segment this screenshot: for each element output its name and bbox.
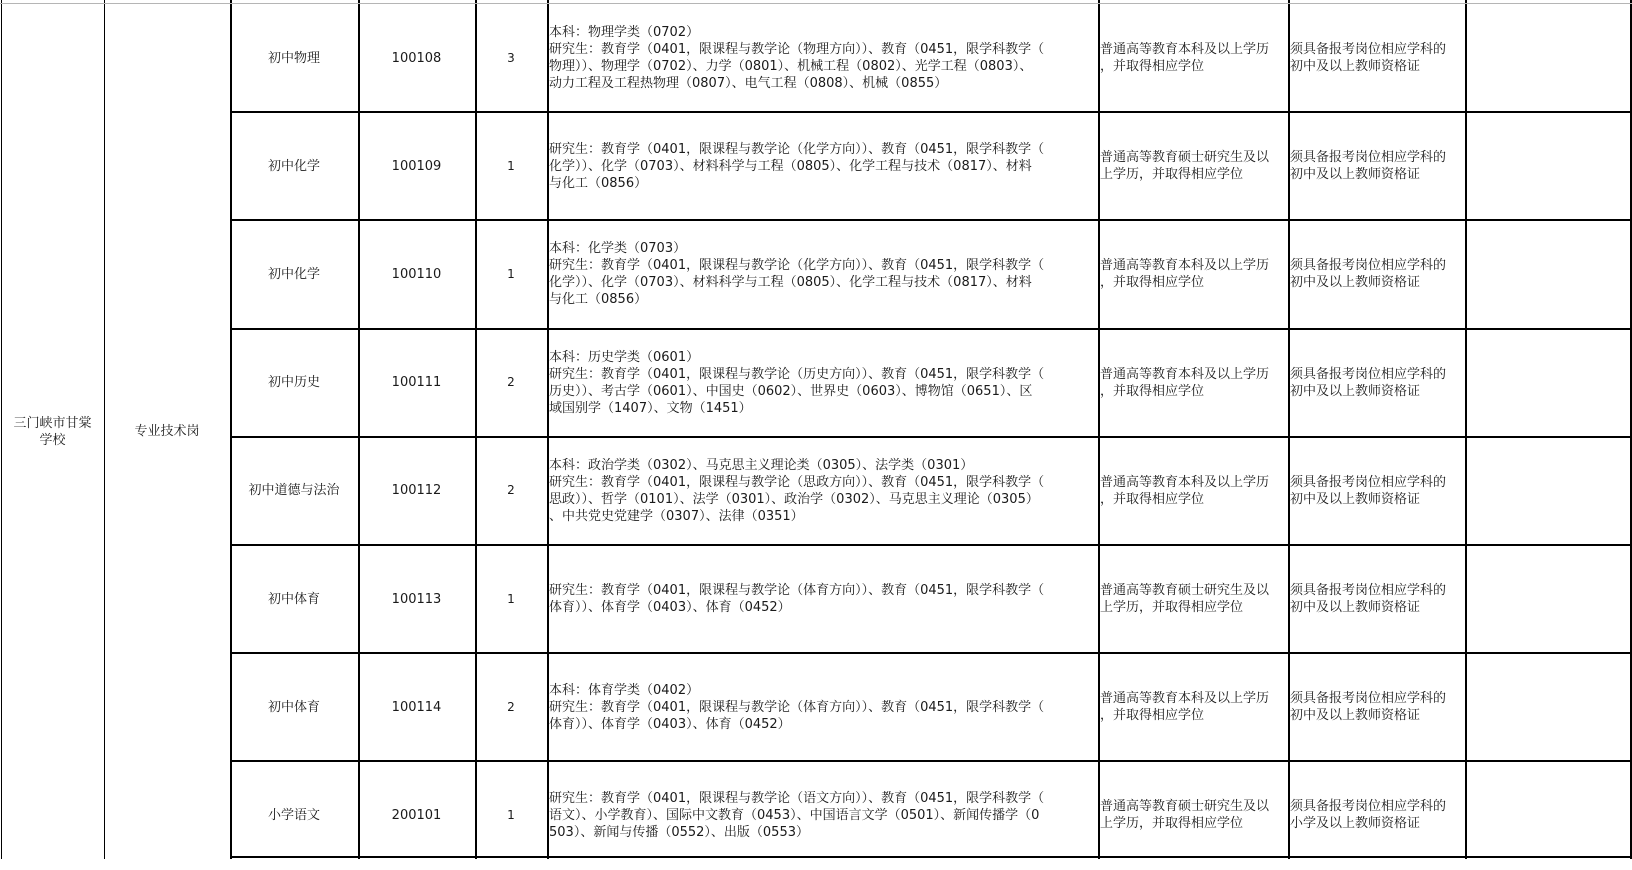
count-text: 3 [507, 50, 515, 65]
education-cell [1098, 4, 1288, 112]
major-text: 本科：政治学类（0302）、马克思主义理论类（0305）、法学类（0301） 研究生：教育学（0401，限课程与教学论（思政方向））、教育（0451，限学科教学（ 思政））、哲学（0101）、法学（0301）、政治学（0302）、马克思主义理论（0305） 、中共党史党建学（0307）、法律（0351） [549, 457, 1045, 524]
education-text: 普通高等教育硕士研究生及以 上学历，并取得相应学位 [1100, 799, 1270, 832]
education-cell [1098, 761, 1288, 869]
requirement-text: 须具备报考岗位相应学科的 初中及以上教师资格证 [1290, 474, 1447, 507]
count-cell [475, 437, 547, 545]
column-divider [230, 0, 232, 859]
major-text: 本科：历史学类（0601） 研究生：教育学（0401，限课程与教学论（历史方向））、教育（0451，限学科教学（ 历史））、考古学（0601）、中国史（0602）、世界史（0603）、博物馆（0651）、区 域国别学（1407）、文物（1451） [549, 349, 1045, 416]
subject-cell [230, 329, 358, 437]
code-text: 100114 [391, 699, 442, 715]
column-divider [1098, 0, 1100, 859]
requirement-text: 须具备报考岗位相应学科的 初中及以上教师资格证 [1290, 583, 1447, 616]
education-text: 普通高等教育本科及以上学历 ，并取得相应学位 [1100, 691, 1270, 724]
count-cell [475, 4, 547, 112]
requirement-cell [1288, 329, 1465, 437]
count-text: 2 [507, 375, 515, 390]
requirement-cell [1288, 112, 1465, 220]
code-cell [358, 761, 475, 869]
subject-text: 初中历史 [267, 375, 320, 391]
code-text: 100109 [391, 158, 442, 174]
requirement-text: 须具备报考岗位相应学科的 初中及以上教师资格证 [1290, 42, 1447, 75]
count-text: 1 [507, 591, 515, 606]
subject-text: 初中道德与法治 [248, 483, 340, 499]
column-divider [1465, 0, 1467, 859]
major-text: 本科：体育学类（0402） 研究生：教育学（0401，限课程与教学论（体育方向））、教育（0451，限学科教学（ 体育））、体育学（0403）、体育（0452） [549, 682, 1045, 732]
count-cell [475, 329, 547, 437]
major-cell [547, 4, 1098, 112]
subject-cell [230, 4, 358, 112]
code-text: 100111 [391, 375, 442, 391]
unit-cell [1, 4, 104, 859]
remark-cell [1465, 545, 1630, 653]
column-divider [104, 0, 105, 859]
count-cell [475, 653, 547, 761]
major-cell [547, 220, 1098, 328]
count-text: 1 [507, 807, 515, 822]
post-type: 专业技术岗 [134, 424, 200, 439]
code-cell [358, 4, 475, 112]
subject-text: 小学语文 [267, 807, 320, 823]
education-text: 普通高等教育本科及以上学历 ，并取得相应学位 [1100, 474, 1270, 507]
requirement-text: 须具备报考岗位相应学科的 初中及以上教师资格证 [1290, 691, 1447, 724]
subject-cell [230, 545, 358, 653]
remark-cell [1465, 329, 1630, 437]
requirement-cell [1288, 545, 1465, 653]
major-cell [547, 437, 1098, 545]
row-divider [230, 111, 1632, 113]
major-cell [547, 761, 1098, 869]
remark-cell [1465, 653, 1630, 761]
remark-cell [1465, 220, 1630, 328]
code-cell [358, 545, 475, 653]
subject-text: 初中物理 [267, 50, 320, 66]
unit-name: 三门峡市甘棠 学校 [13, 415, 92, 448]
major-text: 研究生：教育学（0401，限课程与教学论（化学方向））、教育（0451，限学科教学（ 化学））、化学（0703）、材料科学与工程（0805）、化学工程与技术（0817）、材料 与化工（0856） [549, 141, 1045, 191]
column-divider [358, 0, 360, 859]
subject-text: 初中体育 [267, 591, 320, 607]
count-text: 1 [507, 266, 515, 281]
remark-cell [1465, 437, 1630, 545]
row-divider [230, 760, 1632, 762]
requirement-text: 须具备报考岗位相应学科的 初中及以上教师资格证 [1290, 150, 1447, 183]
subject-cell [230, 437, 358, 545]
education-cell [1098, 545, 1288, 653]
major-text: 本科：物理学类（0702） 研究生：教育学（0401，限课程与教学论（物理方向））、教育（0451，限学科教学（ 物理））、物理学（0702）、力学（0801）、机械工程（0802）、光学工程（0803）、 动力工程及工程热物理（0807）、电气工程（0808）、机械（0855） [549, 25, 1045, 92]
code-cell [358, 112, 475, 220]
major-text: 研究生：教育学（0401，限课程与教学论（语文方向））、教育（0451，限学科教学（ 语文）、小学教育）、国际中文教育（0453）、中国语言文学（0501）、新闻传播学（0 503）、新闻与传播（0552）、出版（0553） [549, 790, 1045, 840]
education-cell [1098, 329, 1288, 437]
major-cell [547, 545, 1098, 653]
column-divider [1, 0, 2, 859]
requirement-text: 须具备报考岗位相应学科的 小学及以上教师资格证 [1290, 799, 1447, 832]
education-text: 普通高等教育本科及以上学历 ，并取得相应学位 [1100, 366, 1270, 399]
requirement-cell [1288, 653, 1465, 761]
row-divider [230, 652, 1632, 654]
row-divider [230, 328, 1632, 330]
major-cell [547, 329, 1098, 437]
count-text: 2 [507, 483, 515, 498]
requirement-cell [1288, 761, 1465, 869]
requirement-cell [1288, 220, 1465, 328]
requirement-text: 须具备报考岗位相应学科的 初中及以上教师资格证 [1290, 258, 1447, 291]
education-text: 普通高等教育硕士研究生及以 上学历，并取得相应学位 [1100, 150, 1270, 183]
top-rule [0, 3, 1632, 4]
education-cell [1098, 653, 1288, 761]
major-text: 研究生：教育学（0401，限课程与教学论（体育方向））、教育（0451，限学科教学（ 体育））、体育学（0403）、体育（0452） [549, 583, 1045, 616]
count-text: 1 [507, 158, 515, 173]
subject-text: 初中化学 [267, 158, 320, 174]
education-text: 普通高等教育本科及以上学历 ，并取得相应学位 [1100, 42, 1270, 75]
subject-text: 初中化学 [267, 266, 320, 282]
count-cell [475, 761, 547, 869]
remark-cell [1465, 112, 1630, 220]
code-text: 100110 [391, 266, 442, 282]
major-cell [547, 653, 1098, 761]
code-cell [358, 437, 475, 545]
subject-cell [230, 220, 358, 328]
row-divider [230, 856, 1632, 858]
subject-text: 初中体育 [267, 699, 320, 715]
code-text: 100108 [391, 50, 442, 66]
major-cell [547, 112, 1098, 220]
remark-cell [1465, 4, 1630, 112]
education-cell [1098, 220, 1288, 328]
requirement-text: 须具备报考岗位相应学科的 初中及以上教师资格证 [1290, 366, 1447, 399]
code-text: 100112 [391, 483, 442, 499]
row-divider [230, 219, 1632, 221]
major-text: 本科：化学类（0703） 研究生：教育学（0401，限课程与教学论（化学方向））、教育（0451，限学科教学（ 化学））、化学（0703）、材料科学与工程（0805）、化学工程与技术（0817）、材料 与化工（0856） [549, 241, 1045, 308]
subject-cell [230, 761, 358, 869]
count-cell [475, 112, 547, 220]
education-text: 普通高等教育硕士研究生及以 上学历，并取得相应学位 [1100, 583, 1270, 616]
subject-cell [230, 653, 358, 761]
education-cell [1098, 112, 1288, 220]
subject-cell [230, 112, 358, 220]
code-cell [358, 329, 475, 437]
column-divider [547, 0, 549, 859]
requirement-cell [1288, 437, 1465, 545]
requirement-cell [1288, 4, 1465, 112]
post-type-cell [104, 4, 230, 859]
column-divider [1288, 0, 1290, 859]
count-text: 2 [507, 699, 515, 714]
remark-cell [1465, 761, 1630, 869]
count-cell [475, 545, 547, 653]
education-cell [1098, 437, 1288, 545]
code-text: 200101 [391, 807, 442, 823]
column-divider [475, 0, 477, 859]
code-text: 100113 [391, 591, 442, 607]
count-cell [475, 220, 547, 328]
code-cell [358, 653, 475, 761]
code-cell [358, 220, 475, 328]
row-divider [230, 544, 1632, 546]
row-divider [230, 436, 1632, 438]
education-text: 普通高等教育本科及以上学历 ，并取得相应学位 [1100, 258, 1270, 291]
